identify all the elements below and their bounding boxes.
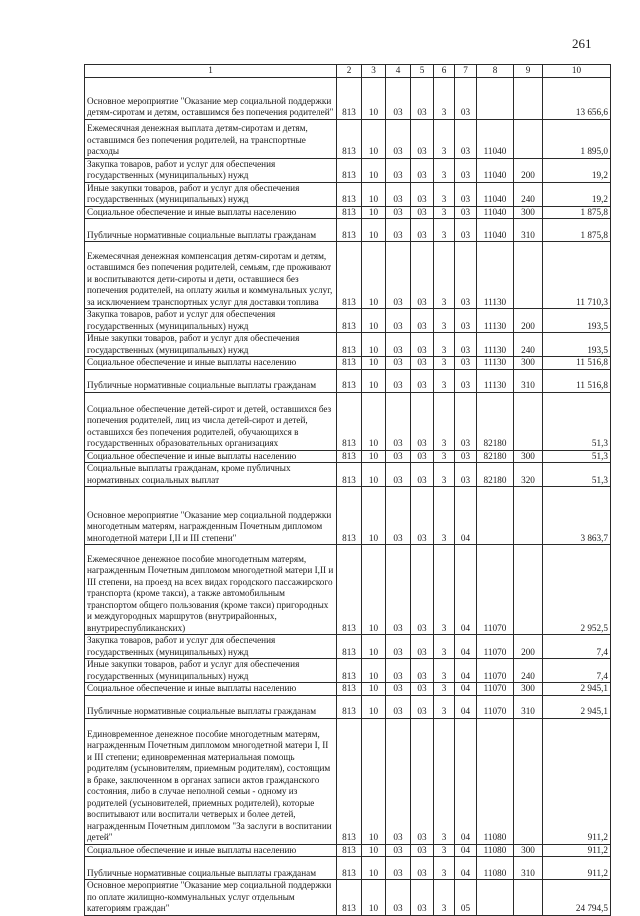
table-row [85, 219, 611, 242]
expense-type-code: 310 [514, 219, 543, 242]
subprogram-code: 3 [434, 844, 455, 857]
program-code: 03 [411, 463, 434, 487]
amount: 193,5 [543, 309, 611, 333]
subprogram-code: 3 [434, 77, 455, 119]
column-header: 10 [543, 65, 611, 78]
row-description: Социальные выплаты гражданам, кроме публичных нормативных социальных выплат [85, 463, 337, 487]
table-row [85, 309, 611, 333]
activity-code: 03 [455, 206, 477, 219]
section-code: 10 [362, 659, 386, 683]
activity-code: 03 [455, 369, 477, 392]
expense-type-code [514, 77, 543, 119]
subprogram-code: 3 [434, 450, 455, 463]
program-code: 03 [411, 242, 434, 309]
expense-type-code: 300 [514, 844, 543, 857]
section-code: 10 [362, 450, 386, 463]
expense-type-code: 310 [514, 695, 543, 718]
activity-code: 03 [455, 450, 477, 463]
direction-code: 82180 [477, 463, 514, 487]
activity-code: 03 [455, 242, 477, 309]
table-row [85, 450, 611, 463]
subsection-code: 03 [386, 659, 411, 683]
program-code: 03 [411, 545, 434, 635]
table-row [85, 333, 611, 357]
program-code: 03 [411, 119, 434, 158]
section-code: 10 [362, 158, 386, 182]
subprogram-code: 3 [434, 182, 455, 206]
subsection-code: 03 [386, 333, 411, 357]
row-description: Иные закупки товаров, работ и услуг для обеспечения государственных (муниципальных) нужд [85, 333, 337, 357]
section-code: 10 [362, 844, 386, 857]
amount: 2 945,1 [543, 695, 611, 718]
subprogram-code: 3 [434, 119, 455, 158]
subprogram-code: 3 [434, 718, 455, 844]
program-code: 03 [411, 333, 434, 357]
direction-code: 11070 [477, 659, 514, 683]
expense-type-code: 300 [514, 357, 543, 370]
subprogram-code: 3 [434, 545, 455, 635]
table-row [85, 880, 611, 916]
section-code: 10 [362, 695, 386, 718]
row-description: Закупка товаров, работ и услуг для обеспечения государственных (муниципальных) нужд [85, 158, 337, 182]
direction-code: 11130 [477, 242, 514, 309]
row-description: Основное мероприятие "Оказание мер социальной поддержки по оплате жилищно-коммунальных услуг отдельным категориям граждан" [85, 880, 337, 916]
row-description: Публичные нормативные социальные выплаты гражданам [85, 857, 337, 880]
activity-code: 04 [455, 683, 477, 696]
table-row [85, 487, 611, 545]
row-description: Единовременное денежное пособие многодетным матерям, награжденным Почетным дипломом многодетной матери I, II и III степени; единовременная материальная помощь родителям (усыновителям, приемным родителям), состоящим в браке, заключенном в органах записи актов гражданского состояния, либо в случае неполной семьи - одному из родителей (усыновителей, приемных родителей), которые воспитывают или воспитали четверых и более детей, награжденным Почетным дипломом "За заслуги в воспитании детей" [85, 718, 337, 844]
column-header: 2 [337, 65, 362, 78]
activity-code: 04 [455, 659, 477, 683]
section-code: 10 [362, 119, 386, 158]
direction-code [477, 77, 514, 119]
column-header: 1 [85, 65, 337, 78]
admin-code: 813 [337, 206, 362, 219]
column-header: 3 [362, 65, 386, 78]
expense-type-code: 300 [514, 683, 543, 696]
program-code: 03 [411, 392, 434, 450]
table-row [85, 119, 611, 158]
section-code: 10 [362, 182, 386, 206]
expense-type-code [514, 545, 543, 635]
page-number: 261 [572, 36, 592, 51]
subsection-code: 03 [386, 357, 411, 370]
program-code: 03 [411, 450, 434, 463]
subsection-code: 03 [386, 695, 411, 718]
section-code: 10 [362, 463, 386, 487]
program-code: 03 [411, 369, 434, 392]
admin-code: 813 [337, 119, 362, 158]
amount: 193,5 [543, 333, 611, 357]
expense-type-code [514, 487, 543, 545]
amount: 11 710,3 [543, 242, 611, 309]
column-header: 6 [434, 65, 455, 78]
section-code: 10 [362, 77, 386, 119]
subprogram-code: 3 [434, 242, 455, 309]
section-code: 10 [362, 333, 386, 357]
row-description: Основное мероприятие "Оказание мер социальной поддержки детям-сиротам и детям, оставшимся без попечения родителей" [85, 77, 337, 119]
subsection-code: 03 [386, 635, 411, 659]
admin-code: 813 [337, 635, 362, 659]
row-description: Публичные нормативные социальные выплаты гражданам [85, 695, 337, 718]
activity-code: 03 [455, 77, 477, 119]
row-description: Основное мероприятие "Оказание мер социальной поддержки многодетным матерям, награжденным Почетным дипломом многодетной матери I,II и III степени" [85, 487, 337, 545]
activity-code: 04 [455, 718, 477, 844]
subprogram-code: 3 [434, 357, 455, 370]
activity-code: 04 [455, 545, 477, 635]
expense-type-code [514, 119, 543, 158]
section-code: 10 [362, 392, 386, 450]
amount: 7,4 [543, 659, 611, 683]
direction-code: 82180 [477, 392, 514, 450]
amount: 1 895,0 [543, 119, 611, 158]
section-code: 10 [362, 880, 386, 916]
subsection-code: 03 [386, 545, 411, 635]
section-code: 10 [362, 718, 386, 844]
table-header [85, 65, 611, 78]
subprogram-code: 3 [434, 880, 455, 916]
section-code: 10 [362, 357, 386, 370]
section-code: 10 [362, 309, 386, 333]
row-description: Иные закупки товаров, работ и услуг для обеспечения государственных (муниципальных) нужд [85, 659, 337, 683]
program-code: 03 [411, 158, 434, 182]
subsection-code: 03 [386, 463, 411, 487]
row-description: Ежемесячное денежное пособие многодетным матерям, награжденным Почетным дипломом многодетной матери I,II и III степени, на проезд на всех видах городского пассажирского транспорта (кроме такси), а также автомобильным транспортом общего пользования (кроме такси) пригородных и междугородных маршрутов (внутрирайонных, внутриреспубликанских) [85, 545, 337, 635]
subsection-code: 03 [386, 206, 411, 219]
admin-code: 813 [337, 880, 362, 916]
direction-code: 11070 [477, 635, 514, 659]
program-code: 03 [411, 659, 434, 683]
subsection-code: 03 [386, 683, 411, 696]
subsection-code: 03 [386, 880, 411, 916]
admin-code: 813 [337, 844, 362, 857]
activity-code: 03 [455, 333, 477, 357]
direction-code: 11130 [477, 309, 514, 333]
expense-type-code: 200 [514, 158, 543, 182]
section-code: 10 [362, 635, 386, 659]
row-description: Социальное обеспечение и иные выплаты населению [85, 357, 337, 370]
admin-code: 813 [337, 392, 362, 450]
activity-code: 04 [455, 695, 477, 718]
subsection-code: 03 [386, 309, 411, 333]
activity-code: 03 [455, 309, 477, 333]
section-code: 10 [362, 242, 386, 309]
admin-code: 813 [337, 242, 362, 309]
column-header: 4 [386, 65, 411, 78]
amount: 51,3 [543, 463, 611, 487]
direction-code: 11130 [477, 333, 514, 357]
program-code: 03 [411, 857, 434, 880]
table-row [85, 242, 611, 309]
section-code: 10 [362, 206, 386, 219]
subsection-code: 03 [386, 369, 411, 392]
amount: 911,2 [543, 844, 611, 857]
table-row [85, 369, 611, 392]
program-code: 03 [411, 683, 434, 696]
amount: 911,2 [543, 718, 611, 844]
activity-code: 05 [455, 880, 477, 916]
program-code: 03 [411, 77, 434, 119]
subsection-code: 03 [386, 119, 411, 158]
amount: 51,3 [543, 450, 611, 463]
row-description: Ежемесячная денежная компенсация детям-сиротам и детям, оставшимся без попечения родителей, семьям, где проживают и воспитываются дети-сироты и дети, оставшиеся без попечения родителей, на оплату жилья и коммунальных услуг, за исключением транспортных услуг для доставки топлива [85, 242, 337, 309]
table-row [85, 463, 611, 487]
activity-code: 03 [455, 182, 477, 206]
activity-code: 04 [455, 487, 477, 545]
activity-code: 03 [455, 357, 477, 370]
subprogram-code: 3 [434, 463, 455, 487]
section-code: 10 [362, 369, 386, 392]
table-row [85, 659, 611, 683]
admin-code: 813 [337, 857, 362, 880]
column-header: 5 [411, 65, 434, 78]
subsection-code: 03 [386, 844, 411, 857]
admin-code: 813 [337, 487, 362, 545]
row-description: Иные закупки товаров, работ и услуг для обеспечения государственных (муниципальных) нужд [85, 182, 337, 206]
activity-code: 04 [455, 857, 477, 880]
subsection-code: 03 [386, 158, 411, 182]
expense-type-code [514, 880, 543, 916]
column-header: 8 [477, 65, 514, 78]
subsection-code: 03 [386, 718, 411, 844]
program-code: 03 [411, 718, 434, 844]
admin-code: 813 [337, 333, 362, 357]
row-description: Публичные нормативные социальные выплаты гражданам [85, 219, 337, 242]
subprogram-code: 3 [434, 659, 455, 683]
row-description: Закупка товаров, работ и услуг для обеспечения государственных (муниципальных) нужд [85, 635, 337, 659]
amount: 11 516,8 [543, 357, 611, 370]
expense-type-code: 200 [514, 309, 543, 333]
subprogram-code: 3 [434, 333, 455, 357]
row-description: Социальное обеспечение и иные выплаты населению [85, 844, 337, 857]
table-row [85, 695, 611, 718]
program-code: 03 [411, 695, 434, 718]
program-code: 03 [411, 357, 434, 370]
section-code: 10 [362, 683, 386, 696]
admin-code: 813 [337, 463, 362, 487]
row-description: Закупка товаров, работ и услуг для обеспечения государственных (муниципальных) нужд [85, 309, 337, 333]
direction-code: 11040 [477, 158, 514, 182]
program-code: 03 [411, 844, 434, 857]
subprogram-code: 3 [434, 158, 455, 182]
subprogram-code: 3 [434, 635, 455, 659]
table-row [85, 683, 611, 696]
section-code: 10 [362, 219, 386, 242]
row-description: Ежемесячная денежная выплата детям-сиротам и детям, оставшимся без попечения родителей, на транспортные расходы [85, 119, 337, 158]
table-row [85, 844, 611, 857]
subsection-code: 03 [386, 182, 411, 206]
direction-code: 11070 [477, 545, 514, 635]
expense-type-code [514, 242, 543, 309]
subprogram-code: 3 [434, 369, 455, 392]
subprogram-code: 3 [434, 309, 455, 333]
activity-code: 04 [455, 844, 477, 857]
row-description: Публичные нормативные социальные выплаты гражданам [85, 369, 337, 392]
direction-code: 11070 [477, 695, 514, 718]
section-code: 10 [362, 545, 386, 635]
activity-code: 03 [455, 463, 477, 487]
direction-code: 11080 [477, 844, 514, 857]
table-row [85, 77, 611, 119]
subsection-code: 03 [386, 450, 411, 463]
expense-type-code [514, 392, 543, 450]
direction-code: 11040 [477, 219, 514, 242]
admin-code: 813 [337, 718, 362, 844]
expense-type-code [514, 718, 543, 844]
expense-type-code: 310 [514, 369, 543, 392]
admin-code: 813 [337, 77, 362, 119]
subprogram-code: 3 [434, 487, 455, 545]
expense-type-code: 310 [514, 857, 543, 880]
subsection-code: 03 [386, 242, 411, 309]
amount: 3 863,7 [543, 487, 611, 545]
admin-code: 813 [337, 659, 362, 683]
direction-code: 11040 [477, 119, 514, 158]
admin-code: 813 [337, 357, 362, 370]
admin-code: 813 [337, 545, 362, 635]
column-header: 9 [514, 65, 543, 78]
column-header: 7 [455, 65, 477, 78]
program-code: 03 [411, 880, 434, 916]
direction-code: 11080 [477, 718, 514, 844]
admin-code: 813 [337, 683, 362, 696]
admin-code: 813 [337, 450, 362, 463]
direction-code: 11080 [477, 857, 514, 880]
table-row [85, 718, 611, 844]
activity-code: 04 [455, 635, 477, 659]
amount: 1 875,8 [543, 206, 611, 219]
amount: 24 794,5 [543, 880, 611, 916]
activity-code: 03 [455, 392, 477, 450]
expense-type-code: 300 [514, 206, 543, 219]
expense-type-code: 240 [514, 182, 543, 206]
amount: 19,2 [543, 158, 611, 182]
amount: 11 516,8 [543, 369, 611, 392]
admin-code: 813 [337, 158, 362, 182]
table-row [85, 857, 611, 880]
activity-code: 03 [455, 158, 477, 182]
amount: 1 875,8 [543, 219, 611, 242]
section-code: 10 [362, 487, 386, 545]
direction-code [477, 880, 514, 916]
activity-code: 03 [455, 219, 477, 242]
subsection-code: 03 [386, 487, 411, 545]
direction-code [477, 487, 514, 545]
program-code: 03 [411, 182, 434, 206]
table-row [85, 635, 611, 659]
expense-type-code: 200 [514, 635, 543, 659]
direction-code: 11070 [477, 683, 514, 696]
table-row [85, 206, 611, 219]
table-row [85, 392, 611, 450]
activity-code: 03 [455, 119, 477, 158]
direction-code: 11130 [477, 369, 514, 392]
program-code: 03 [411, 487, 434, 545]
table-row [85, 357, 611, 370]
subprogram-code: 3 [434, 857, 455, 880]
direction-code: 11040 [477, 206, 514, 219]
header-row [85, 65, 611, 78]
expense-type-code: 300 [514, 450, 543, 463]
amount: 911,2 [543, 857, 611, 880]
subsection-code: 03 [386, 77, 411, 119]
subprogram-code: 3 [434, 206, 455, 219]
admin-code: 813 [337, 182, 362, 206]
program-code: 03 [411, 635, 434, 659]
direction-code: 11130 [477, 357, 514, 370]
table-row [85, 158, 611, 182]
table-row [85, 545, 611, 635]
section-code: 10 [362, 857, 386, 880]
table-body [85, 77, 611, 915]
program-code: 03 [411, 309, 434, 333]
subprogram-code: 3 [434, 683, 455, 696]
subprogram-code: 3 [434, 219, 455, 242]
direction-code: 82180 [477, 450, 514, 463]
program-code: 03 [411, 219, 434, 242]
table-row [85, 182, 611, 206]
expense-type-code: 240 [514, 659, 543, 683]
subsection-code: 03 [386, 392, 411, 450]
direction-code: 11040 [477, 182, 514, 206]
amount: 2 945,1 [543, 683, 611, 696]
subprogram-code: 3 [434, 392, 455, 450]
row-description: Социальное обеспечение детей-сирот и детей, оставшихся без попечения родителей, лиц из числа детей-сирот и детей, оставшихся без попечения родителей, обучающихся в государственных образовательных организациях [85, 392, 337, 450]
admin-code: 813 [337, 309, 362, 333]
admin-code: 813 [337, 219, 362, 242]
expense-type-code: 320 [514, 463, 543, 487]
amount: 7,4 [543, 635, 611, 659]
budget-table [84, 64, 611, 916]
amount: 2 952,5 [543, 545, 611, 635]
subsection-code: 03 [386, 857, 411, 880]
admin-code: 813 [337, 369, 362, 392]
subsection-code: 03 [386, 219, 411, 242]
amount: 51,3 [543, 392, 611, 450]
row-description: Социальное обеспечение и иные выплаты населению [85, 206, 337, 219]
amount: 13 656,6 [543, 77, 611, 119]
subprogram-code: 3 [434, 695, 455, 718]
row-description: Социальное обеспечение и иные выплаты населению [85, 450, 337, 463]
amount: 19,2 [543, 182, 611, 206]
row-description: Социальное обеспечение и иные выплаты населению [85, 683, 337, 696]
expense-type-code: 240 [514, 333, 543, 357]
admin-code: 813 [337, 695, 362, 718]
program-code: 03 [411, 206, 434, 219]
